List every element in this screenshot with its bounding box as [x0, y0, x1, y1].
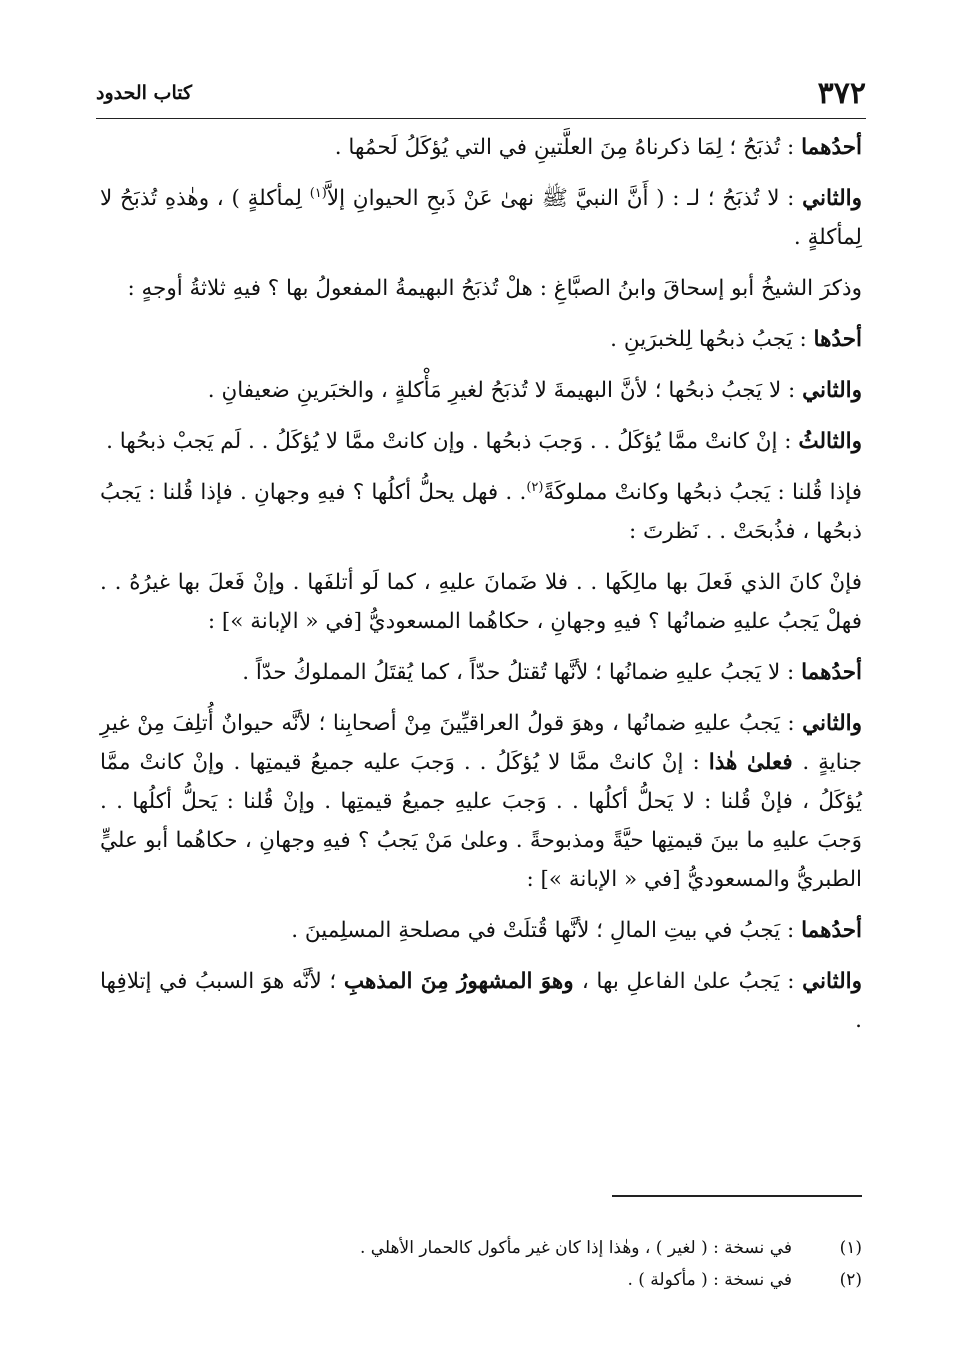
paragraph-label: أحدُهما: [801, 135, 862, 160]
paragraph: [100, 911, 862, 950]
footnote-item: [100, 1232, 862, 1264]
paragraph-text-cont: . . فهل يحلُّ أكلُها ؟ فيهِ وجهانِ . فإذا قُلنا : يَجبُ ذبحُها ، فذُبحَتْ . . نَظرتَ :: [100, 480, 862, 544]
paragraph: [100, 653, 862, 692]
paragraph-text: : يَجبُ علىٰ الفاعلِ بها ،: [581, 969, 803, 994]
paragraph-text: فإنْ كانَ الذي فَعلَ بها مالِكَها . . فلا ضَمانَ عليهِ ، كما لَو أتلفَها . وإنْ فَعلَ بها غيرُهُ . . فهلْ يَجبُ عليهِ ضمانُها ؟ فيهِ وجهانِ ، حكاهُما المسعوديُّ [في « الإبانة »] :: [100, 570, 862, 634]
footnote-text: في نسخة : ( مأكولة ) .: [627, 1270, 792, 1290]
footnote-number: (١): [839, 1238, 862, 1258]
emphasis-text: فعلىٰ هٰذا: [708, 750, 803, 775]
emphasis-text: وهوَ المشهورُ مِنَ المذهبِ: [343, 969, 582, 994]
running-title: كتاب الحدود: [96, 82, 193, 104]
footnote-item: [100, 1264, 862, 1296]
paragraph-text: : يَجبُ في بيتِ المالِ ؛ لأنَّها قُتلَتْ في مصلحةِ المسلِمينَ .: [291, 918, 802, 943]
paragraph-text-cont: ؛ لأنَّه هوَ السببُ في إتلافِها .: [100, 969, 862, 1033]
paragraph-label: والثاني: [802, 186, 862, 211]
paragraph: [100, 422, 862, 461]
paragraph-text-cont: لِمأكلةٍ ) ، وهٰذهِ تُذبَحُ لا لِمأكلةٍ .: [100, 186, 862, 250]
paragraph: [100, 320, 862, 359]
paragraph: [100, 704, 862, 899]
paragraph: [100, 371, 862, 410]
paragraph-text: وذكرَ الشيخُ أبو إسحاقَ وابنُ الصبَّاغِ : هلْ تُذبَحُ البهيمةُ المفعولُ بها ؟ فيهِ ثلاثةُ أوجهٍ :: [127, 276, 862, 301]
footnote-ref: (٢): [526, 479, 544, 495]
footnote-divider: [612, 1195, 862, 1197]
paragraph-label: أحدُهما: [801, 918, 862, 943]
paragraph-label: أحدُها: [813, 327, 862, 352]
footnote-text: في نسخة : ( لغير ) ، وهٰذا إذا كان غير مأكول كالحمار الأهلي .: [359, 1238, 792, 1258]
paragraph-text: : لا يَجبُ ذبحُها ؛ لأنَّ البهيمةَ لا تُذبَحُ لغيرِ مَأْكلةٍ ، والخبَرينِ ضعيفانِ .: [207, 378, 803, 403]
paragraph-text: : يَجبُ عليهِ ضمانُها ، وهوَ قولُ العراقيِّينَ مِنْ أصحابِنا ؛ لأنَّه حيوانٌ أُتلِفَ مِنْ غيرِ جنايةٍ .: [100, 711, 862, 775]
footnotes: [100, 1232, 862, 1296]
page-number: ٣٧٢: [817, 76, 866, 111]
paragraph-text: : تُذبَحُ ؛ لِمَا ذكرناهُ مِنَ العلَّتينِ في التي يُؤكَلُ لَحمُها .: [334, 135, 802, 160]
paragraph-text-cont: : إنْ كانتْ ممَّا لا يُؤكَلُ . . وَجبَ عليه جميعُ قيمتِها . وإنْ كانتْ ممَّا يُؤكَلُ ، فإنْ قُلنا : لا يَحلُّ أكلُها . . وَجبَ عليهِ جميعُ قيمتِها . وإنْ قُلنا : يَحلُّ أكلُها . . وَجبَ عليهِ ما بينَ قيمتِها حيَّةً ومذبوحةً . وعلىٰ مَنْ يَجبُ ؟ فيهِ وجهانِ ، حكاهُما أبو عليٍّ الطبريُّ والمسعوديُّ [في « الإبانة »] :: [100, 750, 862, 892]
page-header: [96, 72, 866, 119]
footnote-ref: (١): [309, 185, 327, 201]
paragraph: [100, 128, 862, 167]
paragraph-label: والثالثُ: [798, 429, 862, 454]
main-text: [100, 128, 862, 1052]
paragraph-label: والثاني: [802, 378, 862, 403]
paragraph-label: والثاني: [802, 711, 862, 736]
paragraph-text: : لا تُذبَحُ ؛ لـ : ( أَنَّ النبيَّ ﷺ نهىٰ عَنْ ذَبحِ الحيوانِ إلاَّ: [326, 186, 803, 211]
paragraph-text: : يَجبُ ذبحُها لِلخبرَينِ .: [610, 327, 814, 352]
paragraph: [100, 179, 862, 257]
paragraph-label: أحدُهما: [801, 660, 862, 685]
paragraph-text: : إنْ كانتْ ممَّا يُؤكَلُ . . وَجبَ ذبحُها . وإن كانتْ ممَّا لا يُؤكَلُ . . لَم يَجبْ ذبحُها .: [106, 429, 799, 454]
paragraph-label: والثاني: [802, 969, 862, 994]
paragraph: [100, 962, 862, 1040]
paragraph: [100, 269, 862, 308]
paragraph-text: فإذا قُلنا : يَجبُ ذبحُها وكانتْ مملوكَةً: [543, 480, 862, 505]
paragraph: [100, 473, 862, 551]
footnote-number: (٢): [839, 1270, 862, 1290]
paragraph: [100, 563, 862, 641]
paragraph-text: : لا يَجبُ عليهِ ضمانُها ؛ لأنَّها تُقتلُ حدّاً ، كما يُقتَلُ المملوكُ حدّاً .: [242, 660, 802, 685]
